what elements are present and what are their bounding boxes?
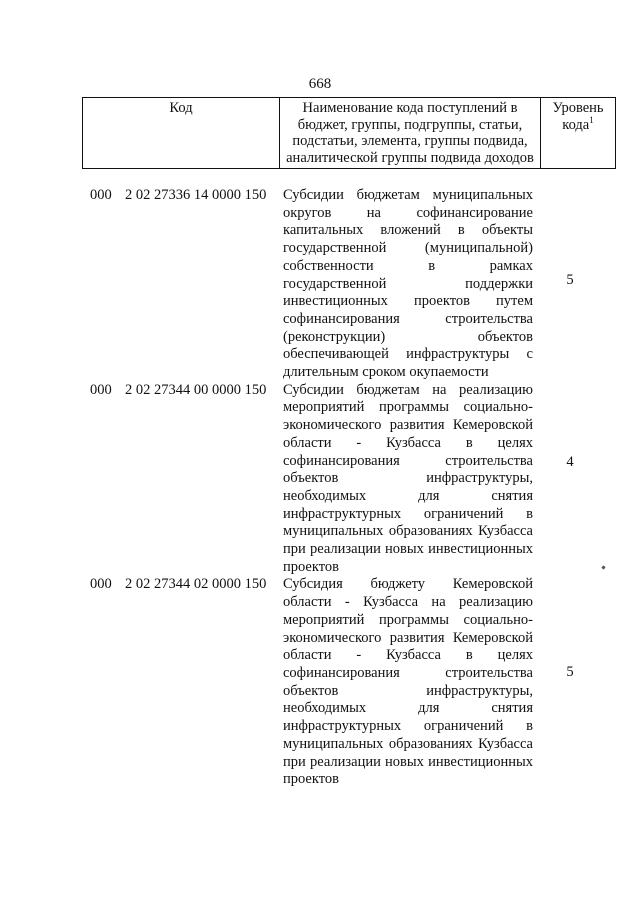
header-name: Наименование кода поступлений в бюджет, группы, подгруппы, статьи, подстатьи, элемента, группы подвида, аналитической группы подвида доходов	[280, 98, 541, 169]
row-code: 2 02 27336 14 0000 150	[125, 187, 267, 203]
row-level: 5	[566, 664, 574, 681]
row-level: 5	[566, 272, 574, 288]
page-number: 668	[308, 76, 332, 92]
header-row	[83, 98, 616, 169]
header-level-label: Уровень кода	[552, 100, 604, 133]
row-code: 2 02 27344 00 0000 150	[125, 381, 267, 398]
row-level: 4	[566, 453, 574, 470]
row-admin-code: 000	[90, 576, 112, 593]
row-name: Субсидия бюджету Кемеровской области - Кузбасса на реализацию мероприятий программы социально-экономического развития Кемеровской области - Кузбасса в целях софинансирования строительства объектов инфраструктуры, необходимых для снятия инфраструктурных ограничений в муниципальных образованиях Кузбасса при реализации новых инвестиционных проектов	[283, 576, 533, 788]
table-row	[0, 382, 640, 577]
header-level-footnote: 1	[589, 114, 594, 125]
row-admin-code: 000	[90, 187, 112, 203]
row-name: Субсидии бюджетам муниципальных округов на софинансирование капитальных вложений в объекты государственной (муниципальной) собственности в рамках государственной поддержки инвестиционных проектов путем софинансирования строительства (реконструкции) объектов обеспечивающей инфраструктуры с длительным сроком окупаемости	[283, 187, 533, 381]
header-level	[541, 98, 616, 169]
rows-list	[0, 187, 640, 789]
row-admin-code: 000	[90, 381, 112, 398]
row-name: Субсидии бюджетам на реализацию мероприятий программы социально-экономического развития Кемеровской области - Кузбасса в целях софинансирования строительства объектов инфраструктуры, необходимых для снятия инфраструктурных ограничений в муниципальных образованиях Кузбасса при реализации новых инвестиционных проектов	[283, 381, 533, 575]
header-table	[82, 97, 616, 169]
table-row	[0, 576, 640, 788]
table-row	[0, 187, 640, 382]
header-code: Код	[83, 98, 280, 169]
row-code: 2 02 27344 02 0000 150	[125, 576, 267, 593]
